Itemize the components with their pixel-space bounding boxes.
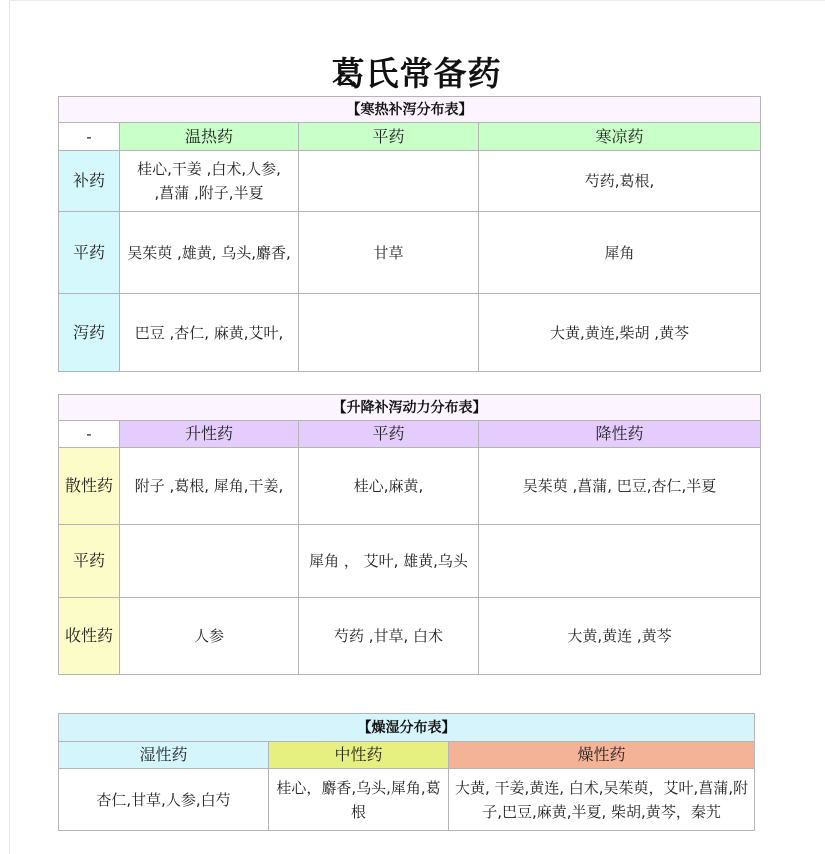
table-cell	[479, 525, 761, 598]
table-cell: 甘草	[299, 212, 479, 294]
table-cell: 大黄,黄连 ,黄芩	[479, 598, 761, 675]
table-cell: 芍药 ,甘草, 白术	[299, 598, 479, 675]
row-label-tonify: 补药	[59, 151, 120, 212]
table-cell: 大黄, 干姜,黄连, 白术,吴茱萸，艾叶,菖蒲,附子,巴豆,麻黄,半夏, 柴胡,黄芩，秦艽	[449, 769, 755, 831]
table-cell	[299, 151, 479, 212]
row-label-dispersing: 散性药	[59, 448, 120, 525]
table-cell: 芍药,葛根,	[479, 151, 761, 212]
cell-line: 桂心,干姜 ,白术,人参, ,菖蒲 ,附子,半夏	[137, 160, 281, 202]
header-dry: 燥性药	[449, 742, 755, 769]
header-damp: 湿性药	[59, 742, 269, 769]
table-cell	[120, 151, 299, 212]
row-label-neutral: 平药	[59, 525, 120, 598]
dry-damp-table	[58, 713, 755, 831]
corner-header: -	[59, 421, 120, 448]
page-top-border	[9, 0, 825, 1]
corner-header: -	[59, 123, 120, 151]
header-neutral: 中性药	[269, 742, 449, 769]
table-caption: 【升降补泻动力分布表】	[59, 395, 761, 421]
table-caption: 【燥湿分布表】	[59, 714, 755, 742]
table-cell: 犀角	[479, 212, 761, 294]
table-cell: 大黄,黄连,柴胡 ,黄芩	[479, 294, 761, 372]
table-cell	[299, 294, 479, 372]
table-cell: 杏仁,甘草,人参,白芍	[59, 769, 269, 831]
table-cell: 人参	[120, 598, 299, 675]
header-warm-hot: 温热药	[120, 123, 299, 151]
table-caption: 【寒热补泻分布表】	[59, 97, 761, 123]
header-cold-cool: 寒凉药	[479, 123, 761, 151]
table-cell: 桂心，麝香,乌头,犀角,葛根	[269, 769, 449, 831]
page-title: 葛氏常备药	[331, 54, 502, 93]
cold-heat-table	[58, 96, 761, 372]
table-cell: 巴豆 ,杏仁, 麻黄,艾叶,	[120, 294, 299, 372]
row-label-astringent: 收性药	[59, 598, 120, 675]
ascend-descend-table	[58, 394, 761, 675]
table-cell: 桂心,麻黄,	[299, 448, 479, 525]
table-cell: 吴茱萸 ,菖蒲, 巴豆,杏仁,半夏	[479, 448, 761, 525]
header-neutral: 平药	[299, 421, 479, 448]
row-label-neutral: 平药	[59, 212, 120, 294]
page-left-border	[9, 0, 10, 854]
header-descending: 降性药	[479, 421, 761, 448]
table-cell: 附子 ,葛根, 犀角,干姜,	[120, 448, 299, 525]
table-cell: 吴茱萸 ,雄黄, 乌头,麝香,	[120, 212, 299, 294]
header-neutral: 平药	[299, 123, 479, 151]
table-cell: 犀角 ， 艾叶, 雄黄,乌头	[299, 525, 479, 598]
header-ascending: 升性药	[120, 421, 299, 448]
row-label-purge: 泻药	[59, 294, 120, 372]
table-cell	[120, 525, 299, 598]
